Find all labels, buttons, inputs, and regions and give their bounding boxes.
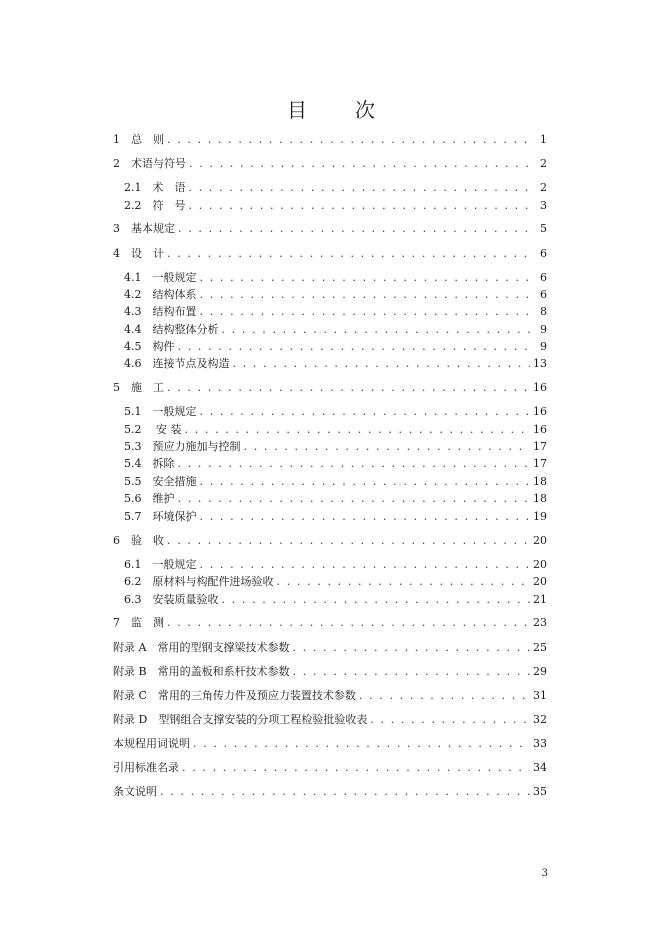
toc-entry-label: 条文说明 — [113, 785, 157, 798]
dot-leader — [292, 641, 530, 655]
toc-entry[interactable] — [124, 271, 547, 285]
toc-entry[interactable] — [124, 405, 547, 419]
toc-entry-page: 34 — [533, 761, 547, 774]
toc-entry-label: 4 设 计 — [113, 247, 164, 260]
toc-entry-label: 5.7 环境保护 — [124, 510, 197, 523]
toc-entry-page: 31 — [533, 689, 547, 702]
toc-entry[interactable] — [124, 575, 547, 589]
dot-leader — [178, 222, 532, 236]
dot-leader — [222, 593, 531, 607]
dot-leader — [167, 133, 532, 147]
toc-entry-label: 4.3 结构布置 — [124, 305, 197, 318]
toc-entry-page: 18 — [533, 475, 547, 488]
toc-entry-label: 5 施 工 — [113, 381, 164, 394]
toc-entry[interactable] — [124, 457, 547, 471]
toc-entry-page: 6 — [540, 247, 547, 260]
toc-entry-page: 16 — [533, 405, 547, 418]
toc-entry[interactable] — [124, 475, 547, 489]
toc-entry-page: 16 — [533, 381, 547, 394]
toc-entry[interactable] — [113, 157, 547, 171]
toc-entry[interactable] — [113, 247, 547, 261]
dot-leader — [160, 785, 530, 799]
toc-entry-page: 20 — [533, 558, 547, 571]
toc-entry[interactable] — [124, 423, 547, 437]
toc-entry[interactable] — [124, 288, 547, 302]
toc-entry-label: 5.6 维护 — [124, 492, 175, 505]
toc-entry-label: 1 总 则 — [113, 133, 164, 146]
toc-entry-page: 9 — [540, 323, 547, 336]
toc-entry-page: 35 — [533, 785, 547, 798]
toc-entry-page: 25 — [533, 641, 547, 654]
toc-entry-label: 5.2 安 装 — [124, 423, 182, 436]
toc-entry[interactable] — [113, 785, 547, 799]
toc-entry-label: 5.4 拆除 — [124, 457, 175, 470]
toc-entry-label: 附录 B 常用的盖板和系杆技术参数 — [113, 665, 290, 678]
toc-entry-label: 6.2 原材料与构配件进场验收 — [124, 575, 274, 588]
toc-entry-label: 附录 C 常用的三角传力件及预应力装置技术参数 — [113, 689, 356, 702]
toc-entry-page: 21 — [533, 593, 547, 606]
toc-entry[interactable] — [124, 558, 547, 572]
toc-entry-page: 9 — [540, 340, 547, 353]
toc-entry-page: 16 — [533, 423, 547, 436]
dot-leader — [167, 534, 530, 548]
toc-entry-label: 4.5 构件 — [124, 340, 175, 353]
toc-entry-label: 3 基本规定 — [113, 222, 175, 235]
dot-leader — [277, 575, 531, 589]
toc-entry[interactable] — [124, 440, 547, 454]
toc-entry[interactable] — [124, 492, 547, 506]
toc-entry-page: 23 — [533, 616, 547, 629]
toc-entry-page: 2 — [540, 157, 547, 170]
toc-entry-label: 4.2 结构体系 — [124, 288, 197, 301]
toc-entry[interactable] — [124, 593, 547, 607]
dot-leader — [200, 405, 531, 419]
dot-leader — [200, 271, 533, 285]
toc-entry[interactable] — [124, 357, 547, 371]
dot-leader — [293, 665, 530, 679]
toc-entry[interactable] — [113, 737, 547, 751]
toc-entry-label: 附录 D 型钢组合支撑安装的分项工程检验批验收表 — [113, 713, 368, 726]
dot-leader — [178, 457, 531, 471]
toc-entry-label: 4.1 一般规定 — [124, 271, 197, 284]
toc-entry-page: 6 — [540, 288, 547, 301]
toc-entry-label: 4.6 连接节点及构造 — [124, 357, 230, 370]
dot-leader — [222, 323, 533, 337]
toc-entry-page: 20 — [533, 534, 547, 547]
toc-entry-label: 7 监 测 — [113, 616, 164, 629]
dot-leader — [185, 423, 531, 437]
toc-entry-label: 5.3 预应力施加与控制 — [124, 440, 241, 453]
dot-leader — [359, 689, 530, 703]
toc-entry-label: 5.5 安全措施 — [124, 475, 197, 488]
dot-leader — [200, 305, 533, 319]
toc-entry[interactable] — [113, 713, 547, 727]
dot-leader — [200, 558, 531, 572]
toc-entry-label: 本规程用词说明 — [113, 737, 190, 750]
toc-entry-page: 6 — [540, 271, 547, 284]
dot-leader — [200, 288, 533, 302]
toc-entry-label: 2 术语与符号 — [113, 157, 186, 170]
toc-entry-page: 19 — [533, 510, 547, 523]
toc-entry[interactable] — [113, 641, 547, 655]
toc-entry-page: 3 — [540, 199, 547, 212]
toc-entry[interactable] — [113, 381, 547, 395]
dot-leader — [167, 381, 530, 395]
toc-entry-page: 20 — [533, 575, 547, 588]
dot-leader — [189, 199, 533, 213]
toc-entry[interactable] — [113, 133, 547, 147]
toc-entry[interactable] — [113, 222, 547, 236]
toc-entry-page: 17 — [533, 457, 547, 470]
toc-entry[interactable] — [124, 181, 547, 195]
toc-entry[interactable] — [113, 665, 547, 679]
toc-entry-label: 附录 A 常用的型钢支撑梁技术参数 — [113, 641, 290, 654]
toc-entry[interactable] — [113, 616, 547, 630]
dot-leader — [370, 713, 530, 727]
toc-entry[interactable] — [113, 761, 547, 775]
toc-entry-label: 6 验 收 — [113, 534, 164, 547]
toc-entry-page: 29 — [533, 665, 547, 678]
toc-entry[interactable] — [124, 510, 547, 524]
dot-leader — [244, 440, 531, 454]
toc-entry[interactable] — [113, 689, 547, 703]
toc-entry-label: 2.1 术 语 — [124, 181, 186, 194]
dot-leader — [189, 157, 532, 171]
dot-leader — [189, 181, 533, 195]
dot-leader — [178, 492, 531, 506]
dot-leader — [178, 340, 533, 354]
page-title: 目 次 — [287, 98, 389, 122]
toc-entry[interactable] — [113, 534, 547, 548]
page-number: 3 — [541, 868, 548, 879]
toc-entry-label: 6.1 一般规定 — [124, 558, 197, 571]
toc-entry-label: 5.1 一般规定 — [124, 405, 197, 418]
toc-entry-label: 6.3 安装质量验收 — [124, 593, 219, 606]
dot-leader — [233, 357, 531, 371]
dot-leader — [200, 510, 531, 524]
dot-leader — [182, 761, 530, 775]
toc-entry-page: 2 — [540, 181, 547, 194]
toc-entry-page: 5 — [540, 222, 547, 235]
toc-entry[interactable] — [124, 305, 547, 319]
toc-entry-page: 1 — [540, 133, 547, 146]
toc-entry-label: 2.2 符 号 — [124, 199, 186, 212]
toc-entry[interactable] — [124, 199, 547, 213]
dot-leader — [193, 737, 530, 751]
toc-entry-page: 33 — [533, 737, 547, 750]
dot-leader — [167, 247, 532, 261]
toc-entry-page: 8 — [540, 305, 547, 318]
toc-entry-label: 4.4 结构整体分析 — [124, 323, 219, 336]
toc-entry[interactable] — [124, 340, 547, 354]
toc-entry-label: 引用标准名录 — [113, 761, 179, 774]
dot-leader — [167, 616, 530, 630]
toc-entry-page: 13 — [533, 357, 547, 370]
toc-entry-page: 17 — [533, 440, 547, 453]
toc-entry-page: 18 — [533, 492, 547, 505]
dot-leader — [200, 475, 531, 489]
toc-entry[interactable] — [124, 323, 547, 337]
toc-entry-page: 32 — [533, 713, 547, 726]
